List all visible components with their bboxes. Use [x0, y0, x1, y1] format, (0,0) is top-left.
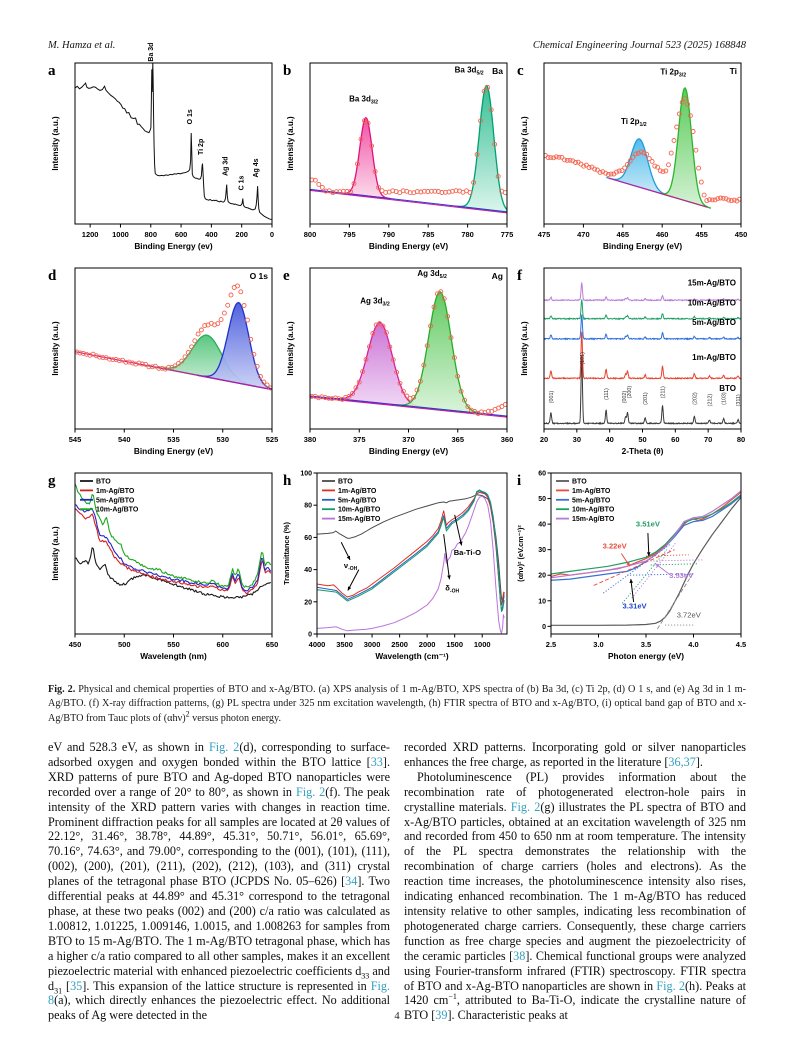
panel-letter: a — [48, 63, 56, 79]
paragraph: recorded XRD patterns. Incorporating gold or silver nanoparticles enhances the free charge, as reported in the literature [36,37]. — [404, 740, 746, 769]
y-axis-label: Transmittance (%) — [281, 522, 291, 585]
y-axis-label: Intensity (a.u.) — [520, 116, 529, 171]
panel-f-chart — [515, 261, 748, 466]
ref-link[interactable]: 38 — [513, 948, 526, 963]
x-tick-label: 3.5 — [640, 640, 652, 649]
annotation-label: Ba-Ti-O — [453, 548, 481, 558]
page-footer — [0, 1011, 794, 1022]
x-tick-label: 2.5 — [545, 640, 557, 649]
legend-label: 1m-Ag/BTO — [337, 487, 376, 495]
corner-label: Ba — [491, 66, 503, 76]
x-tick-label: 800 — [144, 230, 158, 239]
y-tick-label: 100 — [299, 470, 312, 478]
x-tick-label: 800 — [303, 230, 316, 239]
x-tick-label: 360 — [500, 435, 513, 444]
x-tick-label: 4.5 — [735, 640, 747, 649]
page-number: 4 — [394, 1011, 400, 1022]
miller-index-label: (311) — [736, 394, 743, 407]
paragraph: eV and 528.3 eV, as shown in Fig. 2(d), corresponding to surface-adsorbed oxygen and oxygen bonded within the BTO lattice [33]. XRD patterns of pure BTO and Ag-doped BTO nanoparticles were recorded over a range of 20° to 80°, as shown in Fig. 2(f). The peak intensity of the XRD pattern varies with changes in reaction time. Prominent diffraction peaks for all samples are located at 2θ values of 22.12°, 31.46°, 38.78°, 44.89°, 45.31°, 50.71°, 56.01°, 65.69°, 70.16°, 74.63°, and 79.00°, corresponding to the (001), (101), (111), (002), (200), (201), (211), (202), (212), (103), and (311) crystal planes of the tetragonal phase BTO (JCPDS No. 05–626) [34]. Two differential peaks at 44.89° and 45.31° correspond to the tetragonal phase, at these two peaks (002) and (200) c/a ratio was calculated as 1.00812, 1.01225, 1.009146, 1.0015, and 1.008263 for samples from BTO to 15 m-Ag/BTO. The 1 m-Ag/BTO tetragonal phase, which has a higher c/a ratio compared to all other samples, makes it an excellent piezoelectric material with enhanced piezoelectric coefficients $d_{33}$ and $d_{31}$ [35]. This expansion of the lattice structure is represented in Fig. 8(a), which directly enhances the piezoelectric effect. No additional peaks of Ag were detected in the — [48, 740, 391, 1023]
annotation-label: 3.31eV — [622, 601, 647, 611]
y-tick-label: 60 — [538, 470, 546, 478]
panel-e-chart — [281, 261, 514, 466]
x-tick-label: 450 — [734, 230, 748, 239]
miller-index-label: (202) — [692, 392, 699, 405]
corner-label: Ti — [729, 66, 737, 76]
x-tick-label: 650 — [265, 640, 279, 649]
legend-label: BTO — [96, 478, 111, 486]
x-axis-label: Wavelength (nm) — [140, 651, 207, 661]
x-tick-label: 30 — [572, 435, 582, 444]
x-tick-label: 60 — [671, 435, 680, 444]
y-tick-label: 20 — [538, 572, 546, 580]
author-line: M. Hamza et al. — [48, 40, 116, 51]
panel-b-chart — [281, 56, 514, 261]
x-tick-label: 375 — [352, 435, 366, 444]
panel-letter: g — [48, 473, 56, 489]
ref-link[interactable]: 39 — [435, 1008, 448, 1023]
legend-label: 10m-Ag/BTO — [572, 506, 615, 514]
panel-g — [46, 466, 279, 671]
bold-text: Fig. 2. — [48, 684, 76, 695]
legend-label: 5m-Ag/BTO — [96, 497, 135, 505]
peak-label: Ag $3d_{5/2}$ — [416, 269, 447, 281]
x-tick-label: 780 — [460, 230, 474, 239]
peak-label: Ag $3d_{3/2}$ — [359, 296, 390, 308]
x-tick-label: 540 — [117, 435, 131, 444]
annotation-label: $\delta_{-OH}$ — [444, 583, 459, 595]
xrd-trace-label: 5m-Ag/BTO — [692, 318, 736, 328]
legend-label: 15m-Ag/BTO — [337, 516, 380, 524]
ref-link[interactable]: Fig. 2 — [656, 978, 685, 993]
peak-label: Ba $3d_{5/2}$ — [454, 65, 484, 77]
x-axis-label: Wavelength (cm⁻¹) — [374, 651, 449, 661]
x-axis-label: Binding Energy (eV) — [368, 446, 448, 456]
peak-label: O 1s — [187, 109, 195, 125]
ref-link[interactable]: 36,37 — [668, 754, 696, 769]
x-tick-label: 1500 — [445, 640, 463, 649]
peak-label: Ag 4s — [253, 158, 261, 178]
ref-link[interactable]: 34 — [345, 874, 358, 889]
legend-label: BTO — [337, 478, 353, 486]
panel-letter: f — [517, 268, 522, 284]
panel-c-chart — [515, 56, 748, 261]
miller-index-label: (200) — [627, 385, 634, 399]
miller-index-label: (101) — [579, 352, 586, 365]
panel-letter: d — [48, 268, 57, 284]
ref-link[interactable]: Fig. 2 — [208, 740, 240, 754]
x-tick-label: 460 — [655, 230, 669, 239]
legend-label: 5m-Ag/BTO — [337, 497, 376, 505]
x-tick-label: 1000 — [112, 230, 129, 239]
legend-label: 10m-Ag/BTO — [96, 506, 139, 514]
ref-link[interactable]: 33 — [370, 754, 383, 769]
legend-label: 10m-Ag/BTO — [337, 506, 380, 514]
xrd-trace-label: 10m-Ag/BTO — [687, 298, 736, 308]
x-tick-label: 2500 — [390, 640, 408, 649]
y-axis-label: Intensity (a.u.) — [285, 321, 295, 376]
miller-index-label: (103) — [721, 392, 728, 405]
article-body — [48, 740, 746, 1023]
x-tick-label: 400 — [205, 230, 218, 239]
x-tick-label: 200 — [235, 230, 248, 239]
x-tick-label: 20 — [539, 435, 549, 444]
peak-label: Ti 2p — [198, 138, 206, 155]
x-tick-label: 3000 — [363, 640, 380, 649]
x-tick-label: 1000 — [473, 640, 491, 649]
panel-d — [46, 261, 279, 466]
xrd-trace-label: 15m-Ag/BTO — [687, 278, 736, 288]
paragraph: Photoluminescence (PL) provides information about the recombination rate of photogenerated electron-hole pairs in crystalline materials. Fig. 2(g) illustrates the PL spectra of BTO and x-Ag/BTO particles, obtained at an excitation wavelength of 325 nm and recorded from 450 to 650 nm at room temperature. The intensity of the PL spectra demonstrates the relationship with the recombination of charge carriers (holes and electrons). As the reaction time increases, the photoluminescence intensity also rises, indicating enhanced recombination. The 1 m-Ag/BTO has reduced intensity relative to other samples, indicating less recombination of photogenerated charge carriers. Consequently, these charge carriers function as free charge species and augment the piezoelectricity of the ceramic particles [38]. Chemical functional groups were analyzed using Fourier-transform infrared (FTIR) spectroscopy. FTIR spectra of BTO and x-Ag-BTO nanoparticles are shown in Fig. 2(h). Peaks at 1420 $cm^{-1}$, attributed to Ba-Ti-O, indicate the crystalline nature of BTO [39]. Characteristic peaks at — [404, 769, 746, 1023]
x-tick-label: 470 — [577, 230, 590, 239]
x-axis-label: Binding Energy (ev) — [134, 241, 213, 251]
y-tick-label: 80 — [303, 502, 312, 510]
y-tick-label: 0 — [542, 623, 546, 631]
x-tick-label: 535 — [167, 435, 180, 444]
x-tick-label: 790 — [382, 230, 395, 239]
x-tick-label: 500 — [117, 640, 131, 649]
x-tick-label: 525 — [265, 435, 279, 444]
legend-label: 1m-Ag/BTO — [96, 487, 135, 495]
xrd-trace-label: 1m-Ag/BTO — [692, 352, 736, 362]
legend-label: BTO — [572, 478, 587, 486]
y-tick-label: 60 — [303, 534, 312, 542]
corner-label: O 1s — [249, 271, 268, 281]
annotation-label: 3.53eV — [669, 570, 694, 580]
x-tick-label: 40 — [605, 435, 614, 444]
corner-label: Ag — [491, 271, 503, 281]
journal-line: Chemical Engineering Journal 523 (2025) 168848 — [532, 40, 746, 51]
y-tick-label: 30 — [538, 547, 546, 555]
panel-c — [515, 56, 748, 261]
x-tick-label: 465 — [616, 230, 630, 239]
x-tick-label: 3500 — [335, 640, 353, 649]
x-tick-label: 455 — [695, 230, 708, 239]
peak-label: Ag 3d — [222, 156, 230, 176]
x-tick-label: 530 — [216, 435, 230, 444]
x-tick-label: 2000 — [418, 640, 435, 649]
y-axis-label: Intensity (a.u.) — [51, 116, 60, 171]
annotation-label: 3.72eV — [676, 610, 701, 620]
miller-index-label: (212) — [707, 393, 714, 407]
x-tick-label: 4.0 — [688, 640, 699, 649]
miller-index-label: (201) — [643, 392, 650, 405]
panel-e — [281, 261, 514, 466]
x-axis-label: Binding Energy (eV) — [602, 241, 683, 251]
ref-link[interactable]: 35 — [70, 978, 83, 993]
legend-label: 15m-Ag/BTO — [572, 516, 615, 524]
y-axis-label: (αhν)² (eV.cm⁻¹)² — [516, 525, 525, 582]
x-tick-label: 365 — [450, 435, 464, 444]
x-tick-label: 450 — [68, 640, 82, 649]
ref-link[interactable]: Fig. 2 — [295, 784, 326, 799]
x-tick-label: 0 — [269, 230, 275, 239]
x-tick-label: 80 — [736, 435, 746, 444]
text-column-1 — [48, 740, 390, 1023]
x-tick-label: 550 — [167, 640, 180, 649]
peak-label: C 1s — [238, 175, 246, 191]
annotation-label: 3.22eV — [602, 541, 627, 551]
peak-label: Ba $3d_{3/2}$ — [348, 94, 378, 106]
legend-label: 5m-Ag/BTO — [572, 497, 611, 505]
panel-letter: i — [517, 473, 522, 489]
ref-link[interactable]: Fig. 2 — [510, 799, 541, 814]
y-axis-label: Intensity (a.u.) — [51, 321, 60, 376]
x-tick-label: 795 — [342, 230, 356, 239]
x-axis-label: Binding Energy (eV) — [133, 446, 214, 456]
miller-index-label: (211) — [660, 386, 667, 399]
y-tick-label: 0 — [307, 631, 312, 639]
xrd-trace-label: BTO — [719, 384, 736, 394]
y-tick-label: 20 — [303, 599, 312, 607]
x-tick-label: 775 — [500, 230, 513, 239]
x-tick-label: 475 — [537, 230, 551, 239]
panel-b — [281, 56, 514, 261]
legend-label: 1m-Ag/BTO — [572, 487, 611, 495]
y-tick-label: 10 — [538, 598, 546, 606]
panel-h-chart — [281, 466, 514, 671]
x-tick-label: 600 — [216, 640, 230, 649]
y-tick-label: 40 — [538, 521, 546, 529]
figure-caption: Fig. 2. Physical and chemical properties of BTO and x-Ag/BTO. (a) XPS analysis of 1 m-Ag/BTO, XPS spectra of (b) Ba 3d, (c) Ti 2p, (d) O 1 s, and (e) Ag 3d in 1 m-Ag/BTO. (f) X-ray diffraction patterns, (g) PL spectra under 325 nm excitation wavelength, (h) FTIR spectra of BTO and x-Ag/BTO, (i) optical band gap of BTO and x-Ag/BTO from Tauc plots of $(\alpha h\nu)^2$ versus photon energy. — [48, 684, 746, 724]
x-tick-label: 1200 — [81, 230, 99, 239]
y-tick-label: 50 — [538, 496, 546, 504]
x-tick-label: 370 — [401, 435, 415, 444]
x-tick-label: 4000 — [308, 640, 325, 649]
panel-i — [515, 466, 748, 671]
x-tick-label: 545 — [68, 435, 82, 444]
panel-letter: h — [282, 473, 291, 489]
panel-d-chart — [46, 261, 279, 466]
panel-letter: b — [282, 63, 291, 79]
x-tick-label: 600 — [174, 230, 188, 239]
miller-index-label: (111) — [604, 388, 611, 401]
x-tick-label: 3.0 — [593, 640, 604, 649]
x-tick-label: 785 — [421, 230, 434, 239]
panel-g-chart — [46, 466, 279, 671]
annotation-label: $\nu_{-OH}$ — [343, 560, 357, 572]
x-tick-label: 70 — [703, 435, 713, 444]
text-column-2 — [404, 740, 746, 1023]
peak-label: Ti $2p_{1/2}$ — [620, 117, 647, 129]
peak-label: Ti $2p_{3/2}$ — [660, 67, 687, 79]
peak-label: Ba 3d — [147, 42, 155, 62]
x-tick-label: 380 — [303, 435, 316, 444]
ref-link[interactable]: Fig. 8 — [48, 978, 390, 1008]
panel-letter: e — [282, 268, 290, 284]
y-tick-label: 40 — [303, 567, 312, 575]
x-axis-label: Binding Energy (eV) — [368, 241, 448, 251]
miller-index-label: (002) — [621, 390, 628, 404]
y-axis-label: Intensity (a.u.) — [51, 526, 60, 581]
y-axis-label: Intensity (a.u.) — [285, 116, 295, 171]
miller-index-label: (001) — [548, 390, 555, 404]
panel-letter: c — [517, 63, 524, 79]
x-axis-label: 2-Theta (θ) — [621, 446, 664, 456]
panel-i-chart — [515, 466, 748, 671]
y-axis-label: Intensity (a.u.) — [520, 321, 529, 376]
x-tick-label: 50 — [638, 435, 647, 444]
annotation-label: 3.51eV — [635, 519, 660, 529]
panel-f — [515, 261, 748, 466]
x-axis-label: Photon energy (eV) — [607, 651, 685, 661]
panel-h — [281, 466, 514, 671]
